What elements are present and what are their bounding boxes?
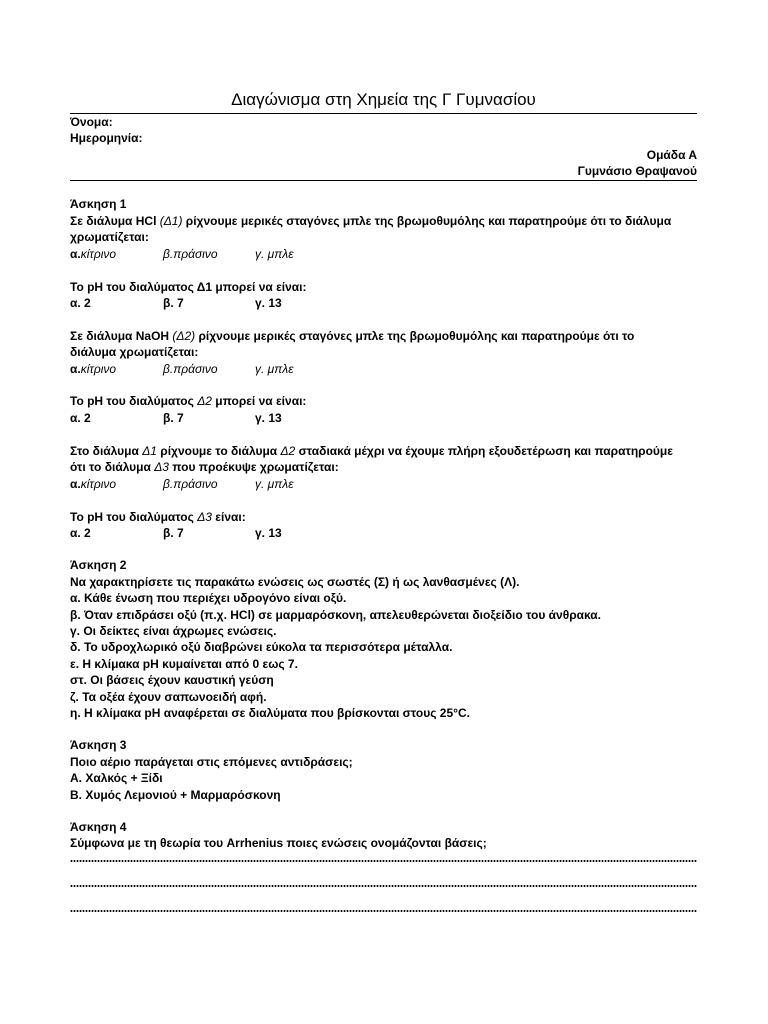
option-c-ph: γ. 13 [255, 296, 282, 310]
page-title: Διαγώνισμα στη Χημεία της Γ Γυμνασίου [231, 90, 536, 109]
ex2-line: ζ. Τα οξέα έχουν σαπωνοειδή αφή. [70, 690, 267, 704]
ex2-line: στ. Οι βάσεις έχουν καυστική γεύση [70, 673, 274, 687]
date-label: Ημερομηνία: [70, 131, 143, 145]
ex2-line: η. Η κλίμακα pH αναφέρεται σε διαλύματα που βρίσκονται στους 25°C. [70, 706, 470, 720]
group-label: Ομάδα Α [646, 148, 697, 162]
header-divider [70, 180, 697, 181]
answer-line [70, 859, 697, 863]
ex2-line: Να χαρακτηρίσετε τις παρακάτω ενώσεις ως σωστές (Σ) ή ως λανθασμένες (Λ). [70, 575, 520, 589]
ex3-line: Ποιο αέριο παράγεται στις επόμενες αντιδράσεις; [70, 755, 353, 769]
option-c-color: γ. μπλε [255, 362, 294, 376]
option-a-ph: α. 2 [70, 411, 91, 425]
ex2-line: β. Όταν επιδράσει οξύ (π.χ. HCl) σε μαρμαρόσκονη, απελευθερώνεται διοξείδιο του άνθρακα. [70, 608, 601, 622]
exercise-1-heading: Άσκηση 1 [70, 197, 127, 211]
option-c-ph: γ. 13 [255, 526, 282, 540]
exercise-2-heading: Άσκηση 2 [70, 558, 127, 572]
ex2-line: α. Κάθε ένωση που περιέχει υδρογόνο είναι οξύ. [70, 591, 347, 605]
ex1-question-2-cont: διάλυμα χρωματίζεται: [70, 345, 199, 359]
ex3-line: Α. Χαλκός + Ξίδι [70, 771, 163, 785]
ex1-question-1-cont: χρωματίζεται: [70, 230, 149, 244]
school-label: Γυμνάσιο Θραψανού [577, 164, 697, 178]
ex4-question: Σύμφωνα με τη θεωρία του Arrhenius ποιες ενώσεις ονομάζονται βάσεις; [70, 836, 487, 850]
title-underline [70, 113, 697, 114]
exercise-4-heading: Άσκηση 4 [70, 820, 127, 834]
answer-line [70, 884, 697, 888]
option-a-color: α.κίτρινο [70, 362, 117, 376]
option-a-color: α.κίτρινο [70, 247, 117, 261]
ex1-question-3: Στο διάλυμα Δ1 ρίχνουμε το διάλυμα Δ2 σταδιακά μέχρι να έχουμε πλήρη εξουδετέρωση και παρατηρούμε [70, 444, 673, 458]
name-label: Όνομα: [70, 115, 113, 129]
ex2-line: γ. Οι δείκτες είναι άχρωμες ενώσεις. [70, 624, 277, 638]
ex3-line: Β. Χυμός Λεμονιού + Μαρμαρόσκονη [70, 788, 281, 802]
option-a-ph: α. 2 [70, 526, 91, 540]
option-a-color: α.κίτρινο [70, 477, 117, 491]
ex1-ph-question-2: Το pH του διαλύματος Δ2 μπορεί να είναι: [70, 394, 307, 408]
option-c-color: γ. μπλε [255, 477, 294, 491]
ex2-line: ε. Η κλίμακα pH κυμαίνεται από 0 εως 7. [70, 657, 298, 671]
ex2-line: δ. Το υδροχλωρικό οξύ διαβρώνει εύκολα τα περισσότερα μέταλλα. [70, 640, 453, 654]
option-c-ph: γ. 13 [255, 411, 282, 425]
option-b-color: β.πράσινο [163, 362, 218, 376]
option-a-ph: α. 2 [70, 296, 91, 310]
ex1-ph-question-1: Το pH του διαλύματος Δ1 μπορεί να είναι: [70, 280, 307, 294]
ex1-question-1: Σε διάλυμα HCl (Δ1) ρίχνουμε μερικές σταγόνες μπλε της βρωμοθυμόλης και παρατηρούμε ότι το διάλυμα [70, 214, 672, 228]
ex1-question-3-cont: ότι το διάλυμα Δ3 που προέκυψε χρωματίζεται: [70, 460, 339, 474]
option-b-color: β.πράσινο [163, 477, 218, 491]
option-b-ph: β. 7 [163, 411, 184, 425]
ex1-question-2: Σε διάλυμα NaOH (Δ2) ρίχνουμε μερικές σταγόνες μπλε της βρωμοθυμόλης και παρατηρούμε ότι το [70, 329, 635, 343]
option-b-ph: β. 7 [163, 526, 184, 540]
worksheet-page [70, 0, 697, 1024]
ex1-ph-question-3: Το pH του διαλύματος Δ3 είναι: [70, 510, 246, 524]
option-b-color: β.πράσινο [163, 247, 218, 261]
exercise-3-heading: Άσκηση 3 [70, 738, 127, 752]
answer-line [70, 909, 697, 913]
option-b-ph: β. 7 [163, 296, 184, 310]
option-c-color: γ. μπλε [255, 247, 294, 261]
